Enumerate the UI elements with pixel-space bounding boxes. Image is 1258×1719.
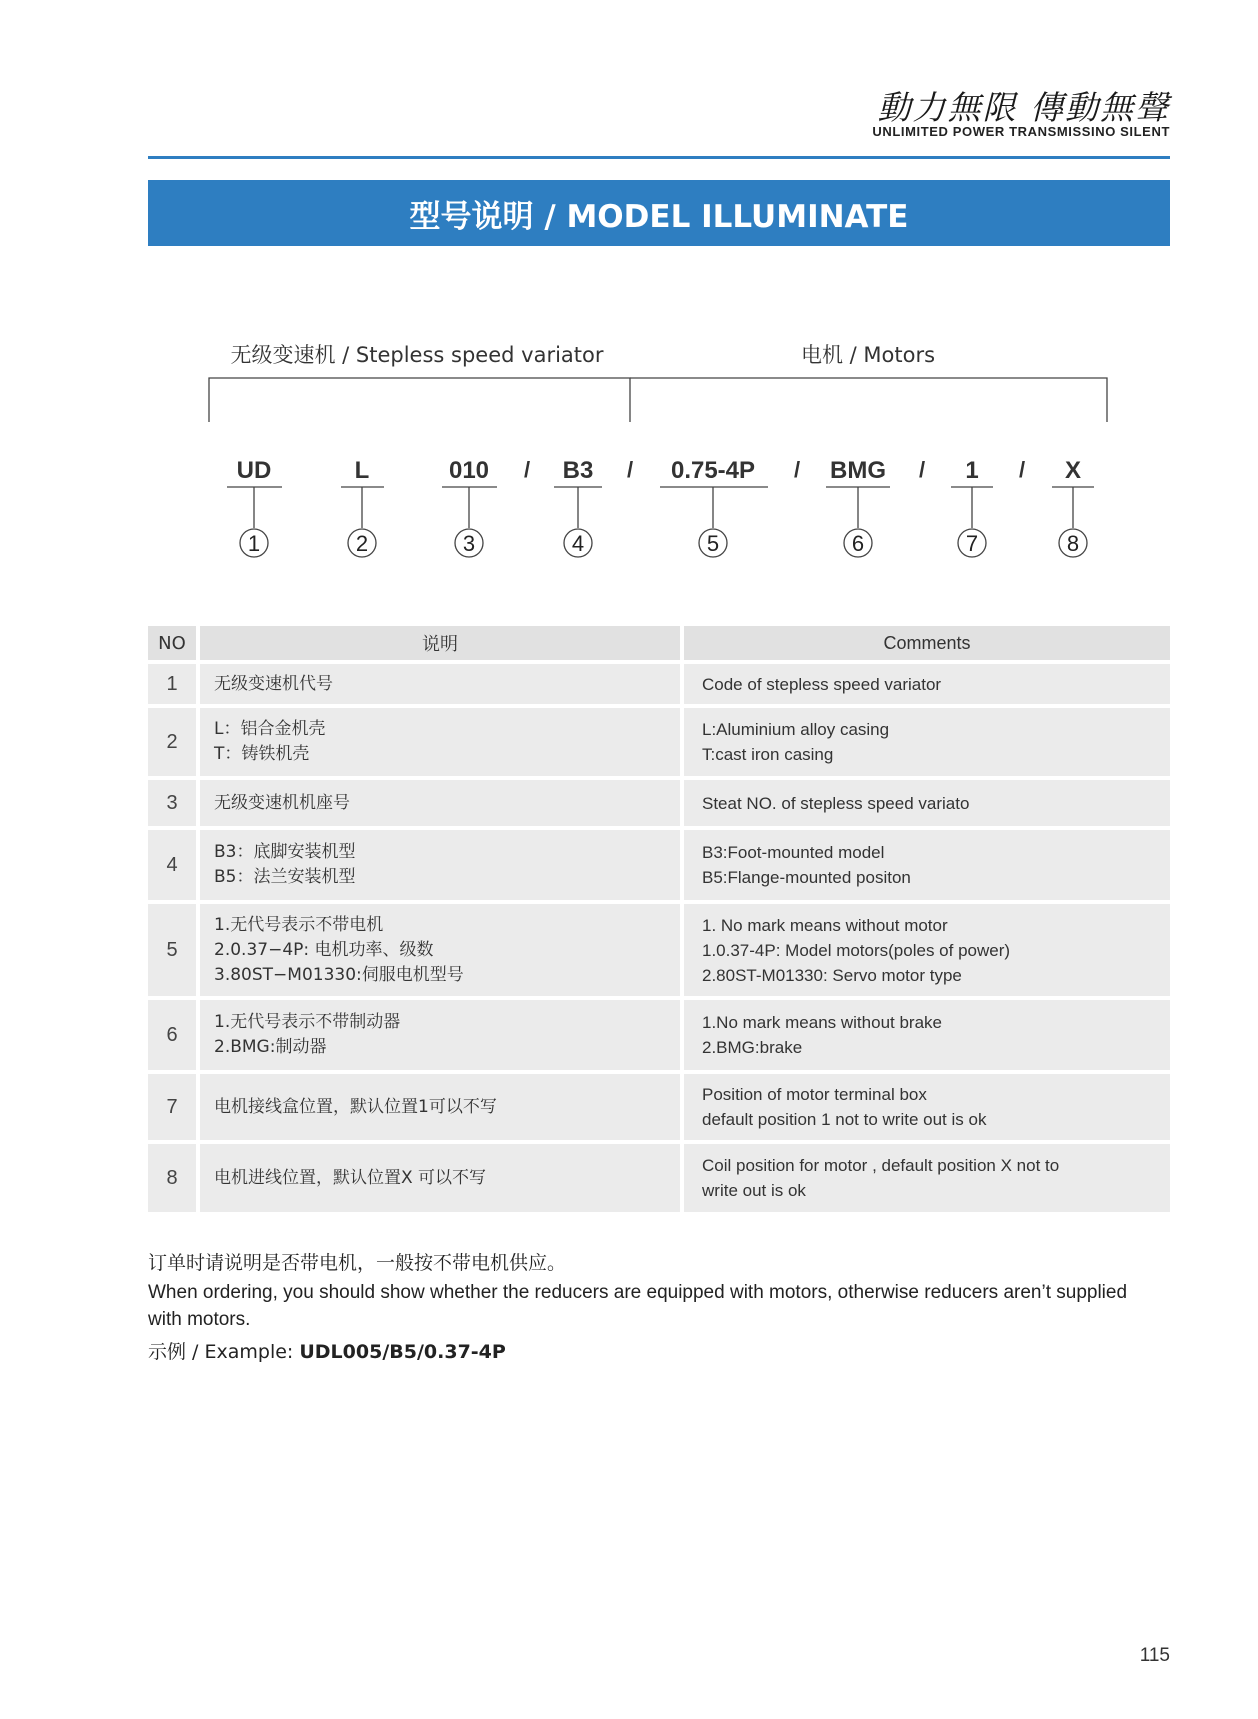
row-number: 4 (148, 830, 200, 900)
table-row (148, 1144, 1170, 1212)
row-number: 6 (148, 1000, 200, 1070)
cell-line: B5:Flange-mounted positon (702, 868, 911, 887)
table-row (148, 904, 1170, 996)
code-label: BMG (830, 457, 886, 484)
cell-line: B5：法兰安装机型 (214, 867, 356, 887)
cell-line: 电机接线盒位置，默认位置1可以不写 (214, 1096, 497, 1117)
table-row (148, 1074, 1170, 1140)
row-comment-en (684, 830, 1170, 900)
code-segment (227, 457, 282, 557)
model-spec-table (148, 622, 1170, 1216)
code-segment (341, 457, 384, 557)
cell-line: 无级变速机机座号 (214, 792, 350, 813)
row-description-cn (200, 708, 684, 776)
code-label: B3 (562, 457, 594, 484)
code-separator: / (626, 457, 634, 482)
row-comment-en (684, 1000, 1170, 1070)
code-number: 2 (355, 531, 369, 556)
table-row (148, 664, 1170, 704)
slogan-english: UNLIMITED POWER TRANSMISSINO SILENT (872, 124, 1170, 139)
table-header-row (148, 626, 1170, 660)
page-title: 型号说明 / MODEL ILLUMINATE (409, 198, 909, 235)
code-separator: / (918, 457, 926, 482)
row-comment-en (684, 708, 1170, 776)
cell-line: Steat NO. of stepless speed variato (702, 793, 970, 813)
code-segment (826, 457, 890, 557)
row-comment-en (684, 1144, 1170, 1212)
row-comment-en (684, 904, 1170, 996)
group-label-motors: 电机 / Motors (800, 343, 936, 367)
row-description-cn (200, 1000, 684, 1070)
code-segment (442, 457, 497, 557)
code-label: X (1064, 457, 1082, 484)
cell-line: write out is ok (702, 1181, 806, 1200)
row-description-cn (200, 1074, 684, 1140)
header-description-cn: 说明 (200, 626, 684, 660)
note-english: When ordering, you should show whether the reducers are equipped with motors, otherwise reducers aren’t supplied with motors. (148, 1282, 1128, 1330)
cell-line: 2.BMG:brake (702, 1038, 803, 1057)
cell-line: B3:Foot-mounted model (702, 843, 885, 862)
cell-line: B3：底脚安装机型 (214, 842, 356, 862)
row-description-cn (200, 780, 684, 826)
cell-line: 2.80ST-M01330: Servo motor type (702, 965, 962, 985)
row-number: 8 (148, 1144, 200, 1212)
row-comment-en (684, 664, 1170, 704)
title-banner (148, 180, 1170, 246)
cell-line: 3.80ST−M01330:伺服电机型号 (214, 964, 464, 985)
slogan-chinese: 動力無限 傳動無聲 (877, 88, 1170, 127)
header-no: NO (148, 626, 200, 660)
cell-line: 2.BMG:制动器 (214, 1037, 327, 1057)
group-label-variator: 无级变速机 / Stepless speed variator (230, 343, 604, 367)
row-description-cn (200, 664, 684, 704)
code-separator: / (793, 457, 801, 482)
code-number: 3 (462, 531, 476, 556)
row-number: 3 (148, 780, 200, 826)
table-row (148, 780, 1170, 826)
header-comments: Comments (684, 626, 1170, 660)
cell-line: 1.无代号表示不带电机 (214, 914, 384, 935)
code-label: UD (236, 457, 272, 484)
code-label: L (354, 457, 370, 484)
cell-line: Code of stepless speed variator (702, 674, 942, 694)
note-chinese: 订单时请说明是否带电机，一般按不带电机供应。 (148, 1252, 567, 1274)
code-number: 5 (706, 531, 720, 556)
code-number: 4 (571, 531, 585, 556)
header-divider (148, 156, 1170, 159)
code-label: 1 (965, 457, 979, 484)
row-number: 7 (148, 1074, 200, 1140)
row-description-cn (200, 830, 684, 900)
code-segment (554, 457, 602, 557)
cell-line: 1.0.37-4P: Model motors(poles of power) (702, 940, 1011, 960)
ordering-notes (148, 1250, 1128, 1366)
code-number: 1 (247, 531, 261, 556)
code-segment (1052, 457, 1094, 557)
code-segment (951, 457, 993, 557)
code-number: 6 (851, 531, 865, 556)
row-comment-en (684, 1074, 1170, 1140)
code-separator: / (523, 457, 531, 482)
bracket-variator (209, 378, 630, 422)
code-segment (660, 457, 768, 557)
row-comment-en (684, 780, 1170, 826)
code-label: 010 (448, 457, 490, 484)
cell-line: L:Aluminium alloy casing (702, 720, 890, 739)
table-row (148, 708, 1170, 776)
row-description-cn (200, 904, 684, 996)
example-code: UDL005/B5/0.37-4P (299, 1341, 506, 1363)
bracket-motors (630, 378, 1107, 422)
row-number: 1 (148, 664, 200, 704)
table-row (148, 830, 1170, 900)
cell-line: 2.0.37−4P: 电机功率、级数 (214, 939, 434, 960)
row-number: 2 (148, 708, 200, 776)
cell-line: 1.无代号表示不带制动器 (214, 1012, 401, 1032)
page-number: 115 (1139, 1645, 1170, 1666)
cell-line: T：铸铁机壳 (214, 744, 310, 764)
cell-line: 电机进线位置，默认位置X 可以不写 (214, 1167, 487, 1188)
model-code-diagram (0, 330, 1258, 560)
row-number: 5 (148, 904, 200, 996)
cell-line: Coil position for motor , default position X not to (702, 1156, 1060, 1175)
example-label: 示例 / Example: (148, 1341, 300, 1363)
cell-line: 1.No mark means without brake (702, 1013, 942, 1032)
cell-line: 无级变速机代号 (214, 673, 333, 694)
cell-line: default position 1 not to write out is ok (702, 1110, 987, 1129)
table-row (148, 1000, 1170, 1070)
code-separator: / (1018, 457, 1026, 482)
code-label: 0.75-4P (670, 457, 756, 484)
example-line (148, 1339, 1128, 1366)
cell-line: L：铝合金机壳 (214, 719, 326, 739)
cell-line: 1. No mark means without motor (702, 915, 948, 935)
cell-line: T:cast iron casing (702, 745, 834, 764)
row-description-cn (200, 1144, 684, 1212)
code-number: 7 (965, 531, 979, 556)
cell-line: Position of motor terminal box (702, 1085, 927, 1104)
code-number: 8 (1066, 531, 1080, 556)
